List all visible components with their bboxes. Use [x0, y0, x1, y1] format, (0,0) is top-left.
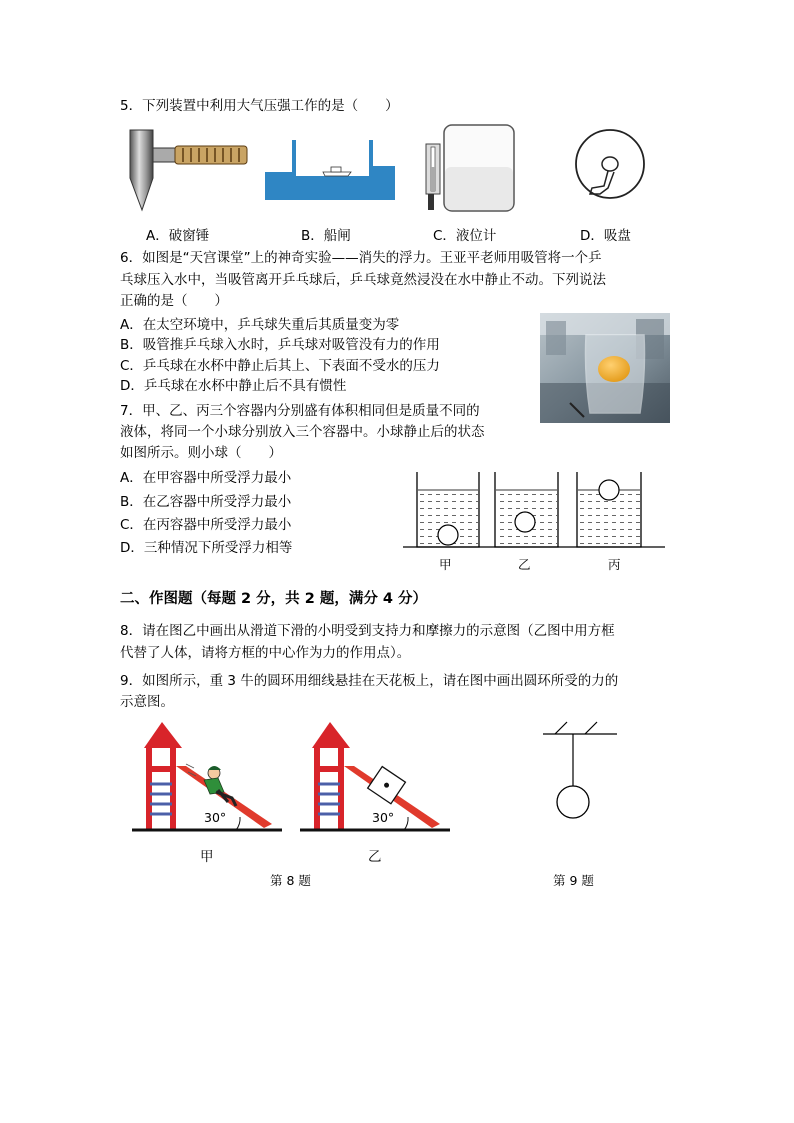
q6-photo-ping-pong-in-water — [540, 313, 670, 423]
q7-stem-line-1: 7．甲、乙、丙三个容器内分别盛有体积相同但是质量不同的 — [120, 403, 480, 419]
q5-option-a: A．破窗锤 — [146, 228, 210, 244]
q7-stem-line-2: 液体，将同一个小球分别放入三个容器中。小球静止后的状态 — [120, 424, 485, 440]
q6-stem-line-3: 正确的是（ ） — [120, 293, 228, 309]
q8-caption: 第 8 题 — [270, 873, 311, 888]
q7-option-a: A．在甲容器中所受浮力最小 — [120, 470, 292, 486]
q6-option-b: B．吸管推乒乓球入水时，乒乓球对吸管没有力的作用 — [120, 337, 440, 353]
q6-stem-line-1: 6．如图是“天宫课堂”上的神奇实验——消失的浮力。王亚平老师用吸管将一个乒 — [120, 250, 602, 266]
q8-figure-label-yi: 乙 — [368, 849, 382, 865]
q7-option-b: B．在乙容器中所受浮力最小 — [120, 494, 292, 510]
q7-option-c: C．在丙容器中所受浮力最小 — [120, 517, 292, 533]
q6-option-d: D．乒乓球在水杯中静止后不具有惯性 — [120, 378, 347, 394]
q9-text-line-2: 示意图。 — [120, 694, 174, 710]
q9-text-line-1: 9．如图所示，重 3 牛的圆环用细线悬挂在天花板上，请在图中画出圆环所受的力的 — [120, 673, 619, 689]
q7-label-jia: 甲 — [439, 557, 452, 572]
q5-stem: 5．下列装置中利用大气压强工作的是（ ） — [120, 98, 399, 114]
q7-option-d: D．三种情况下所受浮力相等 — [120, 540, 293, 556]
q9-figure-hanging-ring — [535, 718, 625, 823]
q8-figure-label-jia: 甲 — [200, 849, 214, 865]
q6-stem-line-2: 乓球压入水中，当吸管离开乒乓球后，乒乓球竟然浸没在水中静止不动。下列说法 — [120, 272, 606, 288]
q5-figure-ship-lock — [265, 138, 395, 200]
q5-figure-level-gauge — [420, 122, 520, 214]
section-2-title: 二、作图题（每题 2 分，共 2 题，满分 4 分） — [120, 591, 428, 607]
q5-figure-suction-cup — [570, 124, 650, 210]
q5-option-d: D．吸盘 — [580, 228, 631, 244]
q8-angle-label-jia: 30° — [204, 810, 227, 825]
q8-text-line-1: 8．请在图乙中画出从滑道下滑的小明受到支持力和摩擦力的示意图（乙图中用方框 — [120, 623, 615, 639]
q6-option-c: C．乒乓球在水杯中静止后其上、下表面不受水的压力 — [120, 358, 440, 374]
q6-option-a: A．在太空环境中，乒乓球失重后其质量变为零 — [120, 317, 400, 333]
q7-label-bing: 丙 — [608, 557, 621, 572]
q5-figure-hammer — [125, 128, 255, 214]
q5-option-c: C．液位计 — [433, 228, 497, 244]
q8-text-line-2: 代替了人体，请将方框的中心作为力的作用点）。 — [120, 645, 411, 661]
q5-option-b: B．船闸 — [301, 228, 351, 244]
q9-caption: 第 9 题 — [553, 873, 594, 888]
q8-angle-label-yi: 30° — [372, 810, 395, 825]
q7-stem-line-3: 如图所示。则小球（ ） — [120, 445, 282, 461]
q7-label-yi: 乙 — [518, 557, 531, 572]
